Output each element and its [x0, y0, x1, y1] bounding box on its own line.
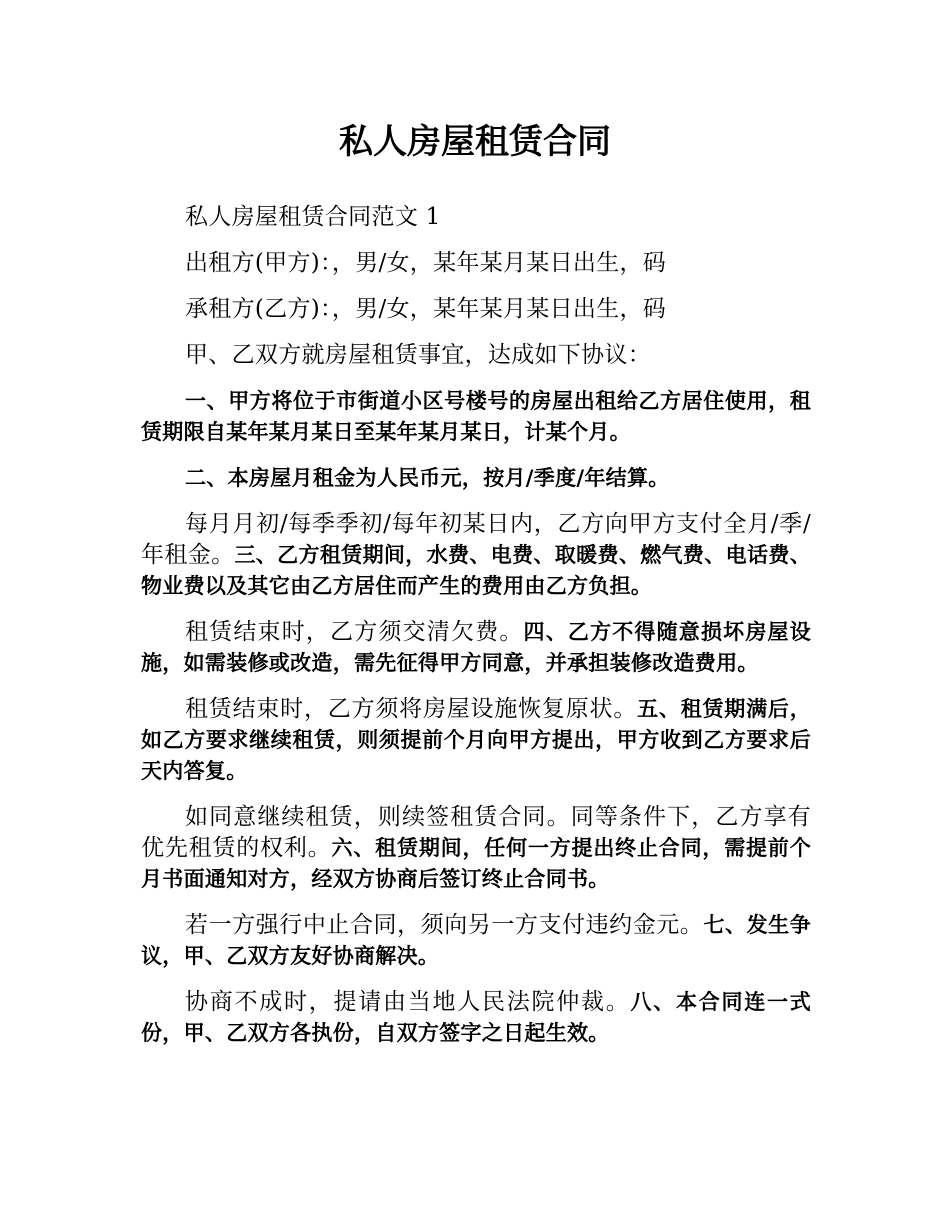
clause-text: 七、发生争议，甲、乙双方友好协商解决。 — [141, 913, 811, 968]
clause-text: 二、本房屋月租金为人民币元，按月/季度/年结算。 — [185, 466, 670, 490]
paragraph-text: 每月月初/每季季初/每年初某日内，乙方向甲方支付全月/季/年租金。 — [141, 511, 811, 568]
document-body — [141, 202, 811, 1064]
clause-text: 四、乙方不得随意损坏房屋设施，如需装修或改造，需先征得甲方同意，并承担装修改造费用。 — [141, 620, 811, 675]
paragraph — [141, 694, 811, 787]
paragraph-text: 承租方(乙方)：，男/女，某年某月某日出生，码 — [185, 296, 667, 322]
paragraph — [141, 910, 811, 972]
paragraph — [141, 509, 811, 602]
subtitle-paragraph — [141, 202, 811, 233]
clause-text: 八、本合同连一式份，甲、乙双方各执份，自双方签字之日起生效。 — [141, 990, 812, 1045]
clause-paragraph — [141, 386, 811, 448]
clause-text: 一、甲方将位于市街道小区号楼号的房屋出租给乙方居住使用，租赁期限自某年某月某日至某年某月某日，计某个月。 — [141, 389, 811, 444]
clause-text: 五、租赁期满后，如乙方要求继续租赁，则须提前个月向甲方提出，甲方收到乙方要求后天内答复。 — [141, 697, 811, 783]
paragraph-text: 如同意继续租赁，则续签租赁合同。同等条件下，乙方享有优先租赁的权利。 — [141, 804, 811, 861]
clause-text: 三、乙方租赁期间，水费、电费、取暖费、燃气费、电话费、物业费以及其它由乙方居住而产生的费用由乙方负担。 — [141, 543, 811, 598]
paragraph-text: 甲、乙双方就房屋租赁事宜，达成如下协议： — [185, 342, 651, 368]
paragraph — [141, 340, 811, 371]
paragraph-text: 出租方(甲方)：，男/女，某年某月某日出生，码 — [185, 250, 667, 276]
paragraph — [141, 987, 811, 1049]
paragraph-text: 租赁结束时，乙方须将房屋设施恢复原状。 — [185, 696, 638, 722]
paragraph-text: 若一方强行中止合同，须向另一方支付违约金元。 — [185, 912, 704, 938]
document-title: 私人房屋租赁合同 — [339, 122, 611, 162]
paragraph-text: 协商不成时，提请由当地人民法院仲裁。 — [185, 989, 631, 1015]
paragraph-text: 租赁结束时，乙方须交清欠费。 — [185, 619, 524, 645]
paragraph — [141, 248, 811, 279]
subtitle-text: 私人房屋租赁合同范文 1 — [185, 204, 441, 230]
clause-text: 六、租赁期间，任何一方提出终止合同，需提前个月书面通知对方，经双方协商后签订终止合同书。 — [141, 836, 811, 891]
clause-paragraph — [141, 463, 811, 494]
paragraph — [141, 294, 811, 325]
paragraph — [141, 802, 811, 895]
paragraph — [141, 617, 811, 679]
